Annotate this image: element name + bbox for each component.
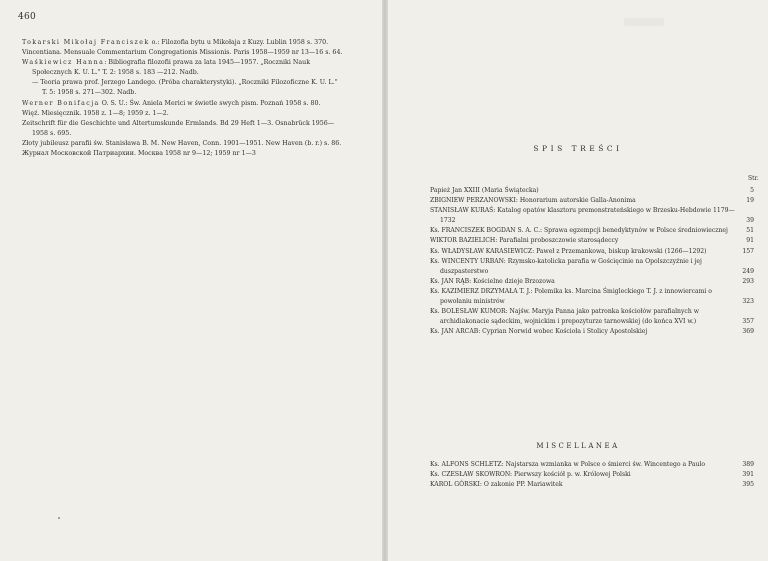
toc-entry-page: 357 — [742, 318, 754, 326]
toc-entry-text: Ks. CZESŁAW SKOWRON: Pierwszy kościół p. w. Królowej Polski — [430, 471, 631, 479]
reference-text: Vincentiana. Mensuale Commentarium Congregationis Missionis. Paris 1958—1959 nr 13—16 s. 64. — [22, 49, 343, 57]
reference-text: O. S. U.: Św. Aniela Merici w świetle swych pism. Poznań 1958 s. 80. — [99, 99, 321, 107]
toc-entry-page: 293 — [742, 277, 754, 285]
toc-entry — [430, 206, 754, 226]
toc-entry-page: 5 — [750, 187, 754, 194]
toc-entry-text: Ks. WINCENTY URBAN: Rzymsko-katolicka parafia w Gościęcinie na Opolszczyźnie i jej duszpasterstwo — [430, 257, 702, 275]
reference-text: : Bibliografia filozofii prawa za lata 1945—1957. „Roczniki Nauk Społecznych K. U. L." T. 2: 1958 s. 183 —212. Nadb. — [32, 59, 311, 77]
right-page — [388, 0, 768, 561]
toc-list — [430, 186, 754, 337]
toc-entry — [430, 236, 754, 246]
miscellanea-list — [430, 460, 754, 490]
toc-entry-text: Ks. WŁADYSŁAW KARASIEWICZ: Paweł z Przemankowa, biskup krakowski (1266—1292) — [430, 247, 707, 255]
toc-entry-page: 323 — [742, 298, 754, 306]
reference-author: Waśkiewicz Hanna — [22, 59, 105, 67]
toc-entry-text: Ks. KAZIMIERZ DRZYMAŁA T. J.: Polemika ks. Marcina Śmigleckiego T. J. z innowiercami o powołaniu ministrów — [430, 287, 712, 306]
toc-entry — [430, 287, 754, 307]
toc-entry-text: Ks. JAN ARCAB: Cyprian Norwid wobec Kościoła i Stolicy Apostolskiej — [430, 328, 648, 336]
toc-entry-page: 395 — [742, 481, 754, 489]
reference-text: Zeitschrift für die Geschichte und Altertumskunde Ermlands. Bd 29 Heft 1—3. Osnabrück 1956—1958 s. 695. — [22, 119, 335, 137]
print-speck — [58, 517, 60, 519]
toc-entry — [430, 460, 754, 470]
toc-entry-page: 39 — [746, 217, 754, 225]
reference-author: Tokarski Mikołaj Franciszek — [22, 39, 150, 46]
reference-text: — Teoria prawa prof. Jerzego Landego. (Próba charakterystyki). „Roczniki Filozoficzne K. U. L." T. 5: 1958 s. 271—302. Nadb. — [32, 79, 338, 97]
toc-title: SPIS TREŚCI — [533, 144, 623, 153]
reference-text: Więź. Miesięcznik. 1958 z. 1—8; 1959 z. 1—2. — [22, 109, 169, 117]
toc-entry-page: 91 — [746, 237, 754, 245]
reference-text: Złoty jubileusz parafii św. Stanisława B. M. New Haven, Conn. 1901—1951. New Haven (b. r.) s. 86. — [22, 139, 342, 147]
toc-entry — [430, 480, 754, 490]
toc-entry-text: Papież Jan XXIII (Maria Świątecka) — [430, 187, 539, 194]
toc-entry — [430, 257, 754, 277]
toc-entry — [430, 327, 754, 337]
reference-item — [22, 139, 344, 149]
toc-entry-page: 51 — [746, 227, 754, 235]
toc-entry-text: WIKTOR BAZIELICH: Parafialni proboszczowie starosądeccy — [430, 237, 619, 245]
reference-item — [22, 109, 344, 119]
toc-entry-text: STANISŁAW KURAŚ: Katalog opatów klasztoru premonstrateńskiego w Brzesku-Hebdowie 1179—1732 — [430, 207, 735, 225]
reference-list — [22, 38, 344, 159]
faded-page-mark — [624, 18, 664, 26]
left-page — [0, 0, 382, 561]
toc-entry-page: 369 — [742, 328, 754, 336]
toc-entry-page: 19 — [746, 197, 754, 205]
reference-item — [22, 48, 344, 58]
reference-text: Журнал Московской Патриархии. Москва 1958 nr 9—12; 1959 nr 1—3 — [22, 150, 256, 158]
reference-item — [22, 149, 344, 159]
page-number: 460 — [18, 12, 37, 22]
reference-author: Werner Bonifacja — [22, 99, 100, 107]
toc-entry-text: Ks. FRANCISZEK BOGDAN S. A. C.: Sprawa egzempcji benedyktynów w Polsce średniowiecznej — [430, 227, 728, 235]
toc-entry — [430, 307, 754, 327]
toc-entry-text: KAROL GÓRSKI: O zakonie PP. Mariawitek — [430, 481, 563, 489]
page-column-label: Str. — [748, 175, 759, 182]
toc-entry-page: 157 — [742, 247, 754, 255]
reference-item — [22, 78, 344, 98]
toc-entry — [430, 277, 754, 287]
reference-item — [22, 99, 344, 109]
toc-entry — [430, 196, 754, 206]
reference-item — [22, 38, 344, 48]
toc-entry-text: Ks. BOLESŁAW KUMOR: Najśw. Maryja Panna jako patronka kościołów parafialnych w archidiakonacie sądeckim, wojnickim i prepozyturze tarnowskiej (do końca XVI w.) — [430, 308, 699, 326]
toc-entry — [430, 470, 754, 480]
toc-entry — [430, 186, 754, 196]
reference-text: o.: Filozofia bytu u Mikołaja z Kuzy. Lublin 1958 s. 370. — [151, 39, 329, 46]
toc-entry-text: Ks. JAN RĄB: Kościelne dzieje Brzozowa — [430, 277, 555, 285]
reference-item — [22, 119, 344, 139]
miscellanea-title: MISCELLANEA — [536, 442, 620, 450]
toc-entry-text: Ks. ALFONS SCHLETZ: Najstarsza wzmianka w Polsce o śmierci św. Wincentego a Paulo — [430, 461, 706, 468]
toc-entry — [430, 247, 754, 257]
toc-entry-page: 391 — [742, 471, 754, 479]
toc-entry-text: ZBIGNIEW PERZANOWSKI: Honorarium autorskie Galla-Anonima — [430, 197, 636, 205]
toc-entry-page: 249 — [742, 267, 754, 275]
toc-entry — [430, 226, 754, 236]
toc-entry-page: 389 — [742, 461, 754, 468]
reference-item — [22, 58, 344, 78]
